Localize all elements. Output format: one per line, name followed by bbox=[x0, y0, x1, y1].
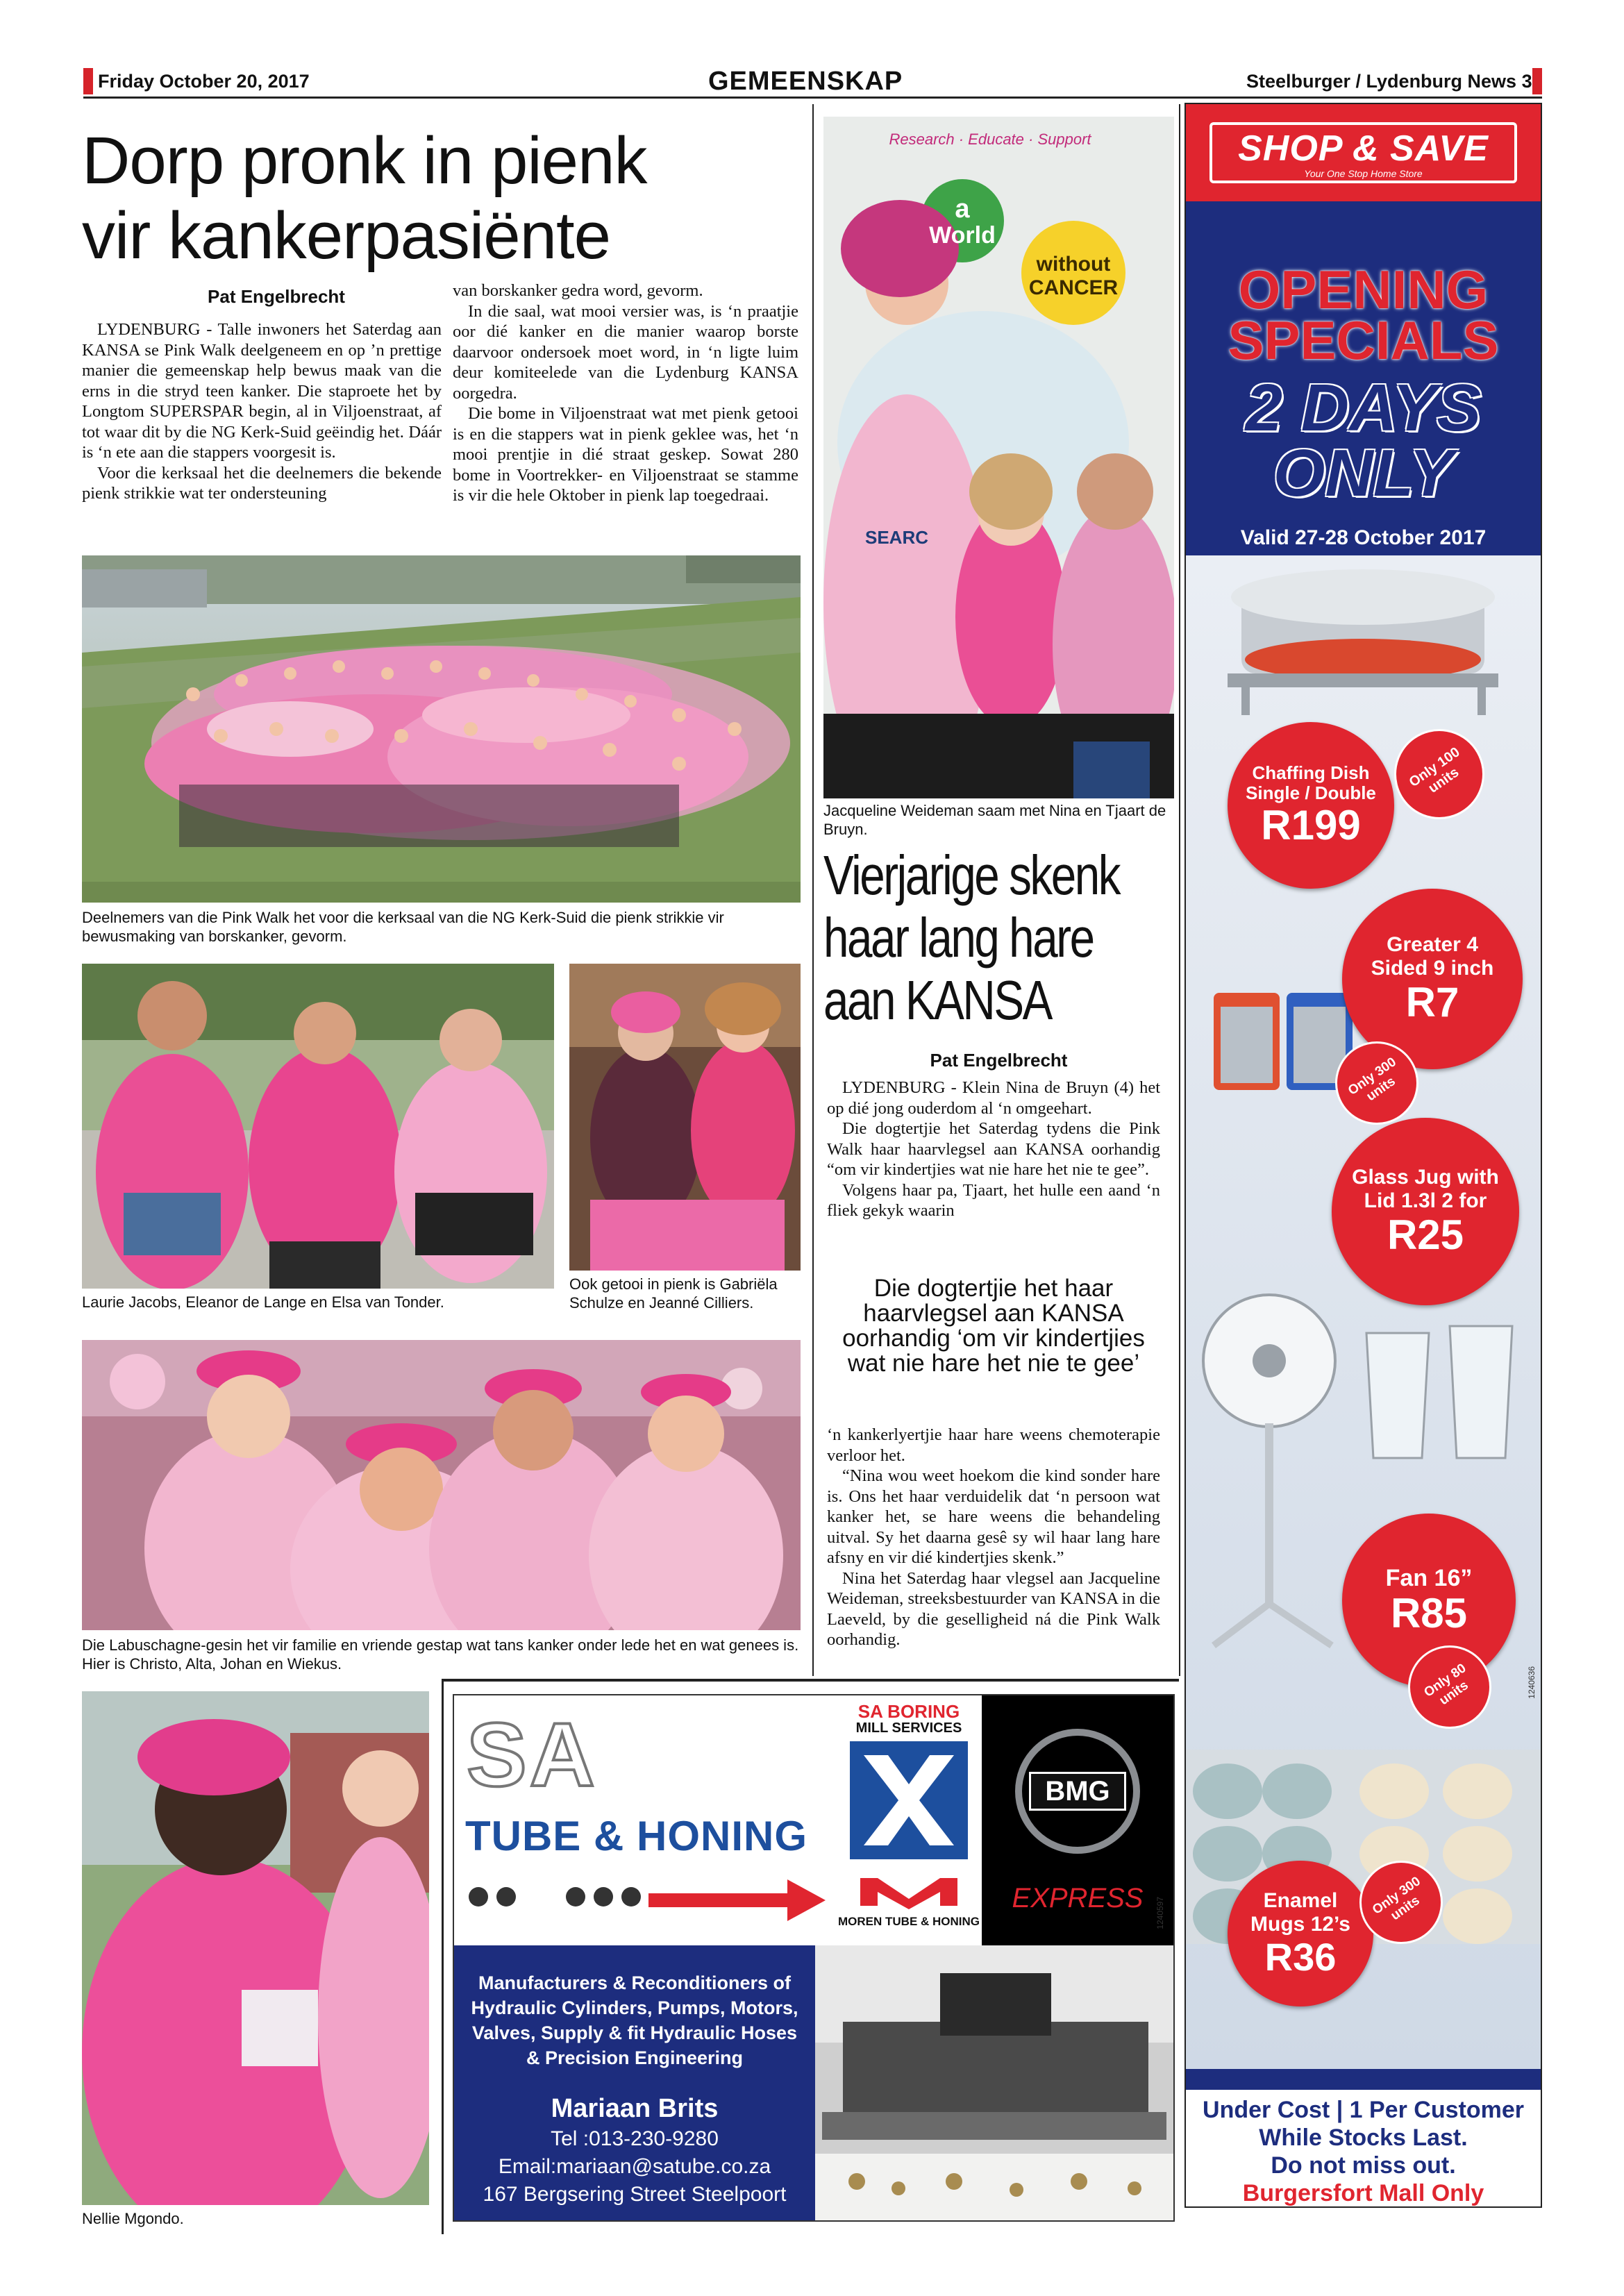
product-name: Glass Jug with Lid 1.3l 2 for bbox=[1352, 1166, 1499, 1212]
jug-image bbox=[1353, 1312, 1533, 1472]
opening-line: OPENING bbox=[1238, 259, 1489, 320]
shirt-text: SEARC bbox=[865, 527, 929, 548]
contact-tel: Tel :013-230-9280 bbox=[551, 2127, 719, 2150]
products-area bbox=[1186, 555, 1541, 2069]
boring-line1: SA BORING bbox=[857, 1701, 960, 1722]
paragraph: Die dogtertjie het Saterdag tydens die Pink Walk haar haarvlegsel aan KANSA oorhandig “om vir kindertjies wat nie hare het nie te gee”. bbox=[827, 1119, 1160, 1179]
bmg-logo-block bbox=[982, 1695, 1173, 1945]
photo-portrait bbox=[823, 117, 1174, 798]
column-divider bbox=[812, 104, 814, 1676]
product-price: R85 bbox=[1390, 1590, 1468, 1636]
footer-line: Burgersfort Mall Only bbox=[1242, 2180, 1484, 2206]
product-name: Greater 4 Sided 9 inch bbox=[1371, 933, 1494, 980]
paragraph: LYDENBURG - Klein Nina de Bruyn (4) het op dié jong ouderdom al ‘n omgeehart. bbox=[827, 1078, 1160, 1118]
paragraph: “Nina wou weet hoekom die kind sonder hare is. Ons het haar verduidelik dat ‘n persoon wat kanker het, se hare weens die behandeling uitval. Sy het daarna gesê sy wil haar lang hare afsny en vir dié kindertjies skenk.” bbox=[827, 1466, 1160, 1567]
paragraph: van borskanker gedra word, gevorm. bbox=[453, 281, 703, 300]
headline-line: Vierjarige skenk bbox=[823, 844, 1120, 906]
photo-trio bbox=[82, 964, 554, 1289]
header-accent-bar-right bbox=[1532, 68, 1542, 94]
units-badge: Only 300 units bbox=[1319, 1025, 1434, 1141]
headline-line: aan KANSA bbox=[823, 969, 1051, 1031]
article2-byline: Pat Engelbrecht bbox=[930, 1050, 1068, 1071]
product-price: R25 bbox=[1387, 1212, 1464, 1258]
article2-body-bottom bbox=[827, 1425, 1160, 1650]
boring-mill-logo-block bbox=[836, 1695, 982, 1945]
units-badge: Only 100 units bbox=[1376, 711, 1502, 837]
header-rule bbox=[83, 97, 1542, 99]
logo-arrow-icon bbox=[461, 1869, 829, 1925]
paper-name: Steelburger / Lydenburg News 3 bbox=[1246, 71, 1532, 92]
fan-image bbox=[1193, 1291, 1359, 1652]
price-badge bbox=[1228, 1861, 1373, 2006]
ad-left-rule bbox=[442, 1679, 444, 2234]
specials-line: SPECIALS bbox=[1228, 310, 1499, 371]
shop-save-footer bbox=[1186, 2090, 1541, 2206]
product-price: R7 bbox=[1405, 979, 1459, 1025]
bubble-text: CANCER bbox=[1028, 276, 1119, 299]
article2-body-top bbox=[827, 1078, 1160, 1221]
boring-x-icon bbox=[850, 1741, 968, 1859]
banner-text: Research · Educate · Support bbox=[889, 131, 1091, 148]
footer-line: Do not miss out. bbox=[1271, 2152, 1456, 2179]
caption-girls: Ook getooi in pienk is Gabriëla Schulze en Jeanné Cilliers. bbox=[569, 1275, 778, 1312]
ad-ref: 1240597 bbox=[1155, 1897, 1165, 1929]
photo-girls bbox=[569, 964, 801, 1271]
paragraph: Volgens haar pa, Tjaart, het hulle een aand ‘n fliek gekyk waarin bbox=[827, 1180, 1160, 1220]
boring-line2: MILL SERVICES bbox=[855, 1720, 962, 1736]
shop-save-advert bbox=[1184, 103, 1542, 2208]
valid-dates: Valid 27-28 October 2017 bbox=[1240, 526, 1487, 549]
only-line: ONLY bbox=[1273, 436, 1454, 510]
footer-line: While Stocks Last. bbox=[1259, 2125, 1468, 2151]
photo-family bbox=[82, 1340, 801, 1630]
shop-save-logo-band bbox=[1186, 104, 1541, 201]
price-badge bbox=[1228, 722, 1394, 889]
headline-line: haar lang hare bbox=[823, 907, 1094, 969]
photo-nellie bbox=[82, 1691, 429, 2205]
services-block bbox=[454, 1945, 815, 2220]
bubble-text: World bbox=[929, 222, 996, 249]
header-accent-bar bbox=[83, 68, 93, 94]
contact-address: 167 Bergsering Street Steelpoort bbox=[483, 2183, 787, 2206]
product-name: Chaffing Dish Single / Double bbox=[1246, 762, 1376, 803]
article1-col1 bbox=[82, 319, 442, 504]
bmg-label: BMG bbox=[1029, 1772, 1126, 1811]
article1-headline bbox=[82, 124, 811, 274]
caption-trio: Laurie Jacobs, Eleanor de Lange en Elsa van Tonder. bbox=[82, 1293, 444, 1311]
pull-quote: Die dogtertjie het haar haarvlegsel aan KANSA oorhandig ‘om vir kindertjies wat nie hare het nie te gee’ bbox=[842, 1275, 1145, 1377]
product-name: Enamel Mugs 12’s bbox=[1250, 1889, 1350, 1936]
moren-label: MOREN TUBE & HONING bbox=[838, 1915, 980, 1928]
product-price: R199 bbox=[1261, 802, 1361, 848]
headline-line: vir kankerpasiënte bbox=[82, 199, 611, 273]
paragraph: Die bome in Viljoenstraat wat met pienk getooi is en die stappers wat in pienk geklee was, het ‘n mooi prentjie in dié straat geskep. Sowat 280 bome in Voortrekker- en Viljoenstraat se stamme is vir die hele Oktober in pienk lap toegedraai. bbox=[453, 404, 798, 505]
product-name: Fan 16” bbox=[1385, 1565, 1473, 1591]
contact-name: Mariaan Brits bbox=[551, 2094, 719, 2123]
harvester-photo bbox=[815, 1945, 1173, 2220]
services-text: Manufacturers & Reconditioners of Hydraulic Cylinders, Pumps, Motors, Valves, Supply & fit Hydraulic Hoses & Precision Engineering bbox=[471, 1972, 798, 2068]
sa-tube-logo-block bbox=[454, 1695, 829, 1945]
ad-ref: 1240636 bbox=[1527, 1666, 1537, 1699]
bubble-text: a bbox=[955, 194, 970, 224]
article1-byline: Pat Engelbrecht bbox=[208, 286, 345, 307]
logo-sa: SA bbox=[467, 1704, 598, 1805]
caption-family: Die Labuschagne-gesin het vir familie en vriende gestap wat tans kanker onder lede het en wat genees is. Hier is Christo, Alta, Johan en Wiekus. bbox=[82, 1636, 799, 1673]
units-badge: Only 300 units bbox=[1343, 1844, 1459, 1960]
bmg-express: EXPRESS bbox=[1012, 1883, 1144, 1913]
tube-honing-advert bbox=[453, 1694, 1175, 2222]
paragraph: ‘n kankerlyertjie haar hare weens chemoterapie verloor het. bbox=[827, 1425, 1160, 1465]
caption-group: Deelnemers van die Pink Walk het voor die kerksaal van die NG Kerk-Suid die pienk strikkie vir bewusmaking van borskanker, gevorm. bbox=[82, 909, 724, 945]
footer-line: Under Cost | 1 Per Customer bbox=[1203, 2097, 1524, 2123]
two-days-line: 2 DAYS bbox=[1245, 371, 1482, 445]
units-badge: Only 80 units bbox=[1391, 1629, 1507, 1745]
shop-save-tagline: Your One Stop Home Store bbox=[1304, 168, 1423, 179]
contact-email: Email:mariaan@satube.co.za bbox=[498, 2155, 771, 2178]
caption-nellie: Nellie Mgondo. bbox=[82, 2210, 184, 2227]
headline-line: Dorp pronk in pienk bbox=[82, 124, 647, 198]
moren-m-icon bbox=[857, 1868, 961, 1909]
issue-date: Friday October 20, 2017 bbox=[98, 71, 310, 92]
column-divider bbox=[1179, 104, 1180, 1676]
photo-group-pink-walk bbox=[82, 555, 801, 903]
section-title: GEMEENSKAP bbox=[708, 67, 903, 96]
paragraph: Nina het Saterdag haar vlegsel aan Jacqueline Weideman, streeksbestuurder van KANSA in die Laeveld, by die geselligheid ná die Pink Walk oorhandig. bbox=[827, 1568, 1160, 1649]
shop-save-brand: SHOP & SAVE bbox=[1238, 128, 1489, 169]
article2-headline bbox=[823, 844, 1142, 1032]
ad-top-rule bbox=[442, 1679, 1179, 1682]
article1-col2 bbox=[453, 280, 798, 506]
chafing-dish-image bbox=[1200, 569, 1526, 715]
paragraph: In die saal, wat mooi versier was, is ‘n praatjie oor dié kanker en die manier waarop borste daarvoor ondersoek moet word, in ‘n ligte luim deur komiteelede van die Lydenburg KANSA oorgedra. bbox=[453, 301, 798, 403]
paragraph: Voor die kerksaal het die deelnemers die bekende pienk strikkie wat ter ondersteuning bbox=[82, 463, 442, 503]
product-price: R36 bbox=[1264, 1935, 1337, 1979]
paragraph: LYDENBURG - Talle inwoners het Saterdag aan KANSA se Pink Walk deelgeneem en op ’n prettige manier die gemeenskap help bewus maak van die erns in die stryd teen kanker. Die staproete het by Longtom SUPERSPAR begin, al in Viljoenstraat, af tot waar dit by die NG Kerk-Suid geëindig het. Dáár is ‘n ete aan die stappers voorgesit is. bbox=[82, 320, 442, 462]
caption-portrait: Jacqueline Weideman saam met Nina en Tjaart de Bruyn. bbox=[823, 802, 1166, 838]
logo-tube-honing: TUBE & HONING bbox=[465, 1813, 807, 1859]
bubble-text: without bbox=[1036, 253, 1111, 276]
price-badge bbox=[1332, 1118, 1519, 1305]
